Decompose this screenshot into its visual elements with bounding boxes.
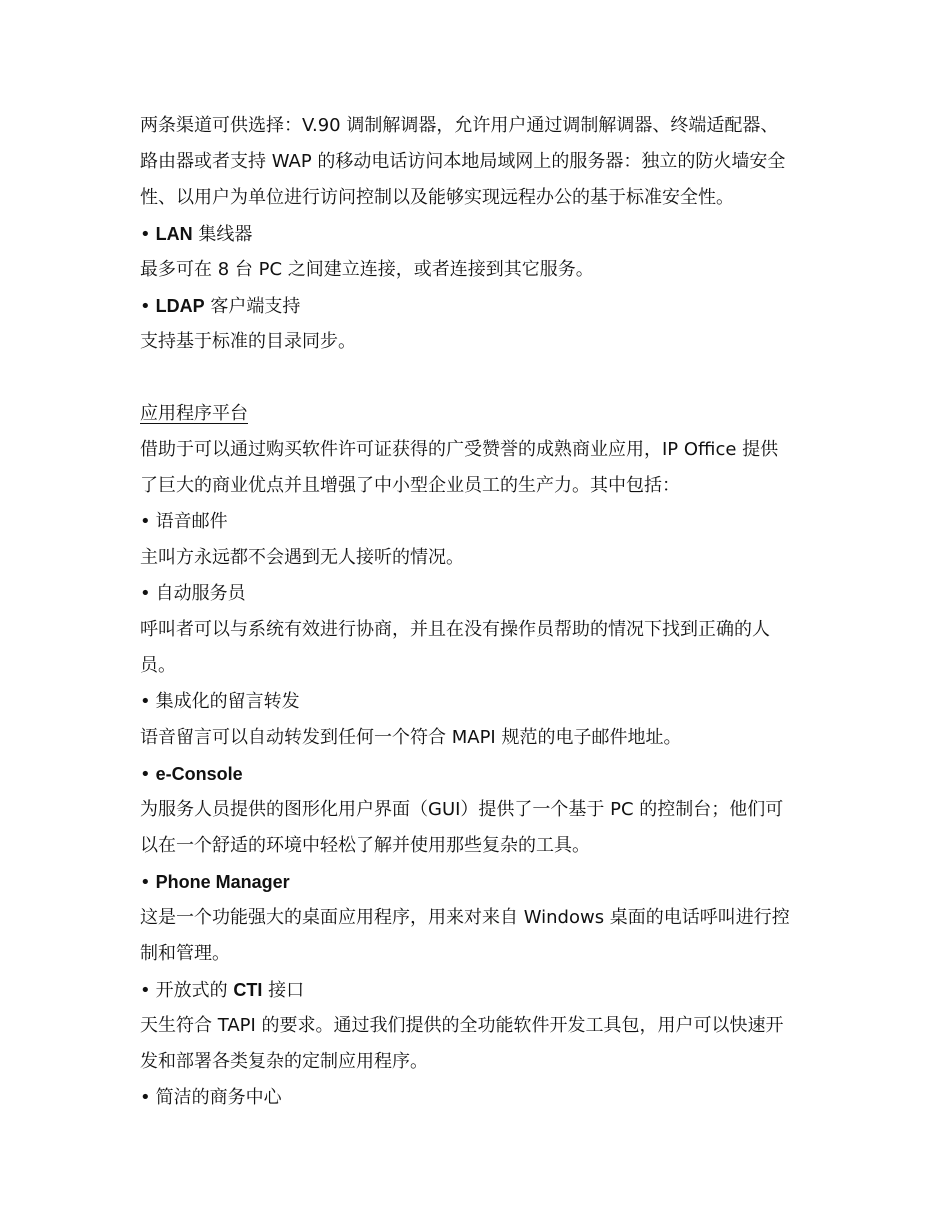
bullet-icon: • xyxy=(140,583,151,604)
bullet-icon: • xyxy=(140,980,151,1001)
cti-bullet xyxy=(140,972,820,1008)
lan-hub-bullet xyxy=(140,216,820,252)
cti-title-pre: 开放式的 xyxy=(155,980,234,1001)
voicemail-bullet xyxy=(140,504,820,540)
auto-attendant-title: 自动服务员 xyxy=(155,583,246,604)
section-intro-line-1: 借助于可以通过购买软件许可证获得的广受赞誉的成熟商业应用，IP Office 提供 xyxy=(140,439,779,460)
lan-title-rest: 集线器 xyxy=(192,224,253,245)
business-center-title: 简洁的商务中心 xyxy=(155,1087,282,1108)
econsole-desc-2: 以在一个舒适的环境中轻松了解并使用那些复杂的工具。 xyxy=(140,835,590,856)
phone-manager-desc-2: 制和管理。 xyxy=(140,943,230,964)
cti-desc-1: 天生符合 TAPI 的要求。通过我们提供的全功能软件开发工具包，用户可以快速开 xyxy=(140,1015,784,1036)
econsole-title: e-Console xyxy=(155,764,243,784)
cti-desc-2: 发和部署各类复杂的定制应用程序。 xyxy=(140,1051,428,1072)
lan-desc: 最多可在 8 台 PC 之间建立连接，或者连接到其它服务。 xyxy=(140,259,594,280)
ldap-title-rest: 客户端支持 xyxy=(204,296,301,317)
phone-manager-title: Phone Manager xyxy=(155,872,290,892)
lan-title-bold: LAN xyxy=(155,224,193,244)
paragraph-gap xyxy=(140,360,820,396)
bullet-icon: • xyxy=(140,872,151,893)
auto-attendant-desc-1: 呼叫者可以与系统有效进行协商，并且在没有操作员帮助的情况下找到正确的人 xyxy=(140,619,770,640)
business-center-bullet xyxy=(140,1080,820,1116)
bullet-icon: • xyxy=(140,224,151,245)
cti-title-bold: CTI xyxy=(233,980,263,1000)
section-intro-line-2: 了巨大的商业优点并且增强了中小型企业员工的生产力。其中包括： xyxy=(140,475,680,496)
bullet-icon: • xyxy=(140,691,151,712)
econsole-bullet xyxy=(140,756,820,792)
voicemail-title: 语音邮件 xyxy=(155,511,228,532)
voicemail-desc: 主叫方永远都不会遇到无人接听的情况。 xyxy=(140,547,464,568)
intro-line-3: 性、以用户为单位进行访问控制以及能够实现远程办公的基于标准安全性。 xyxy=(140,187,734,208)
phone-manager-bullet xyxy=(140,864,820,900)
auto-attendant-bullet xyxy=(140,576,820,612)
forwarding-desc: 语音留言可以自动转发到任何一个符合 MAPI 规范的电子邮件地址。 xyxy=(140,727,682,748)
intro-line-1: 两条渠道可供选择：V.90 调制解调器，允许用户通过调制解调器、终端适配器、 xyxy=(140,115,779,136)
section-heading xyxy=(140,396,820,432)
econsole-desc-1: 为服务人员提供的图形化用户界面（GUI）提供了一个基于 PC 的控制台；他们可 xyxy=(140,799,784,820)
bullet-icon: • xyxy=(140,764,151,785)
phone-manager-desc-1: 这是一个功能强大的桌面应用程序，用来对来自 Windows 桌面的电话呼叫进行控 xyxy=(140,907,790,928)
ldap-desc: 支持基于标准的目录同步。 xyxy=(140,331,356,352)
auto-attendant-desc-2: 员。 xyxy=(140,655,176,676)
bullet-icon: • xyxy=(140,296,151,317)
intro-line-2: 路由器或者支持 WAP 的移动电话访问本地局域网上的服务器：独立的防火墙安全 xyxy=(140,151,786,172)
forwarding-title: 集成化的留言转发 xyxy=(155,691,300,712)
ldap-bullet xyxy=(140,288,820,324)
document-page xyxy=(140,108,820,1116)
bullet-icon: • xyxy=(140,1087,151,1108)
cti-title-post: 接口 xyxy=(262,980,305,1001)
bullet-icon: • xyxy=(140,511,151,532)
forwarding-bullet xyxy=(140,684,820,720)
ldap-title-bold: LDAP xyxy=(155,296,205,316)
section-heading-text: 应用程序平台 xyxy=(140,403,248,424)
